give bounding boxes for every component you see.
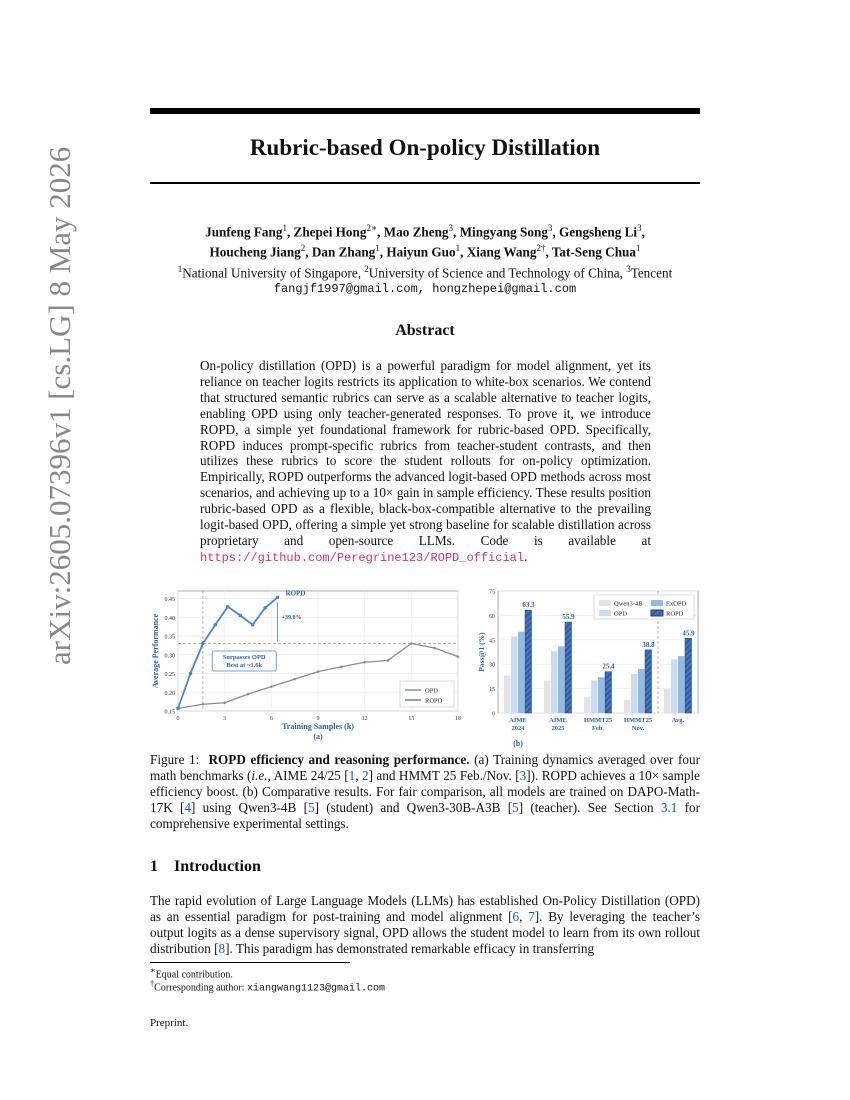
data-point [202,703,205,706]
y-tick-label: 15 [489,687,495,694]
legend-swatch [651,600,663,606]
data-point [214,623,218,627]
intro-text: ]. By leveraging the teacher’s output logits as a dense supervisory signal, OPD allows the student model to learn from its own rollout distribution [ [150,908,701,956]
data-point [410,642,413,645]
category-label: AIME [549,717,567,724]
title-rule [150,182,700,184]
caption-text: (a) Training dynamics averaged over four math benchmarks ( [150,752,701,783]
bar-exopd [518,632,525,713]
bar-ropd [525,610,532,713]
bar-opd [671,659,678,713]
bar-opd [511,637,518,713]
caption-text: , [355,767,362,783]
author-affil-mark: 1 [455,243,461,254]
legend-label: Qwen3-4B [614,600,643,608]
legend-label: ROPD [666,610,684,618]
author-block [150,220,700,297]
paper-title: Rubric-based On-policy Distillation [249,135,601,160]
annotation-best: Best at ~1.6k [226,662,263,669]
code-link[interactable]: https://github.com/Peregrine123/ROPD_official [200,550,525,565]
category-label: 2025 [551,725,565,732]
y-tick-label: 60 [489,613,495,620]
category-label: 2024 [511,725,525,732]
section-title: Introduction [174,858,261,875]
category-label: AIME [509,717,527,724]
figure-1b-bar-chart [478,585,704,747]
category-label: Feb. [591,725,605,732]
y-tick-label: 0.30 [164,653,175,660]
data-point [317,670,320,673]
caption-text: ] using Qwen3-4B [ [190,799,308,815]
bar-exopd [678,656,685,713]
y-tick-label: 75 [489,589,495,596]
legend-swatch [599,610,611,616]
value-label: 55.9 [562,613,575,622]
footnote-mark: ∗ [150,966,156,975]
bar-exopd [638,669,645,713]
affiliations: $^1$National University of Singapore, $^2$University of Science and Technology of China, $^3$Tencent [177,263,673,281]
data-point [251,623,255,627]
author-affil-mark: 3 [637,223,642,233]
author-line-2: Houcheng Jiang$^2$, Dan Zhang$^1$, Haiyun Guo$^1$, Xiang Wang$^{2\dagger}$, Tat-Seng Chua$^1$ [209,243,641,260]
data-point [270,685,273,688]
annotation-gain: +39.0% [281,615,302,622]
bar-ropd [605,672,612,713]
intro-text: The rapid evolution of Large Language Models (LLMs) has established On-Policy Distillation (OPD) as an essential paradigm for post-training and model alignment [ [150,893,700,924]
data-point [433,647,436,650]
footnote-text: Equal contribution. [155,969,233,981]
y-tick-label: 30 [489,662,495,669]
author-affil-mark: 3 [547,223,553,233]
citation-link[interactable]: 6 [512,908,520,924]
legend-label: ExOPD [666,600,687,608]
author-affil-mark: 1 [375,243,380,254]
top-rule [150,108,700,114]
caption-text: ]). ROPD achieves a 10× sample efficiency boost. (b) Comparative results. For fair comparison, all models are trained on DAPO-Math-17K [ [150,767,700,815]
data-point [176,707,180,711]
author-affil-mark: 2 [300,243,306,254]
citation-link[interactable]: 2 [361,767,369,783]
x-tick-label: 18 [455,716,461,722]
author-name: Zhepei Hong [293,224,367,240]
author-name: Haiyun Guo [386,244,456,260]
category-label: Nov. [631,725,645,732]
abstract-heading: Abstract [395,322,455,339]
author-name: Mao Zheng [383,224,449,240]
author-name: Dan Zhang [311,244,376,260]
bar-ropd [685,638,692,713]
author-affil-mark: 1 [282,223,287,233]
bar-exopd [598,677,605,713]
bar-qwen3-4b [664,689,671,713]
legend-label: ROPD [425,697,443,705]
intro-text: , [519,908,529,924]
preprint-label: Preprint. [150,1017,189,1029]
bar-exopd [558,646,565,713]
footnote-rule [150,962,350,963]
y-tick-label: 0.15 [164,709,175,716]
value-label: 38.8 [642,640,655,649]
panel-label: (a) [313,732,323,741]
author-affil-mark: 2∗ [366,223,378,233]
figure-caption [150,752,700,832]
abstract-body: On-policy distillation (OPD) is a powerful paradigm for model alignment, yet its reliance on teacher logits restricts its application to white-box scenarios. We contend that structured semantic rubrics can serve as a scalable alternative to teacher logits, enabling OPD using only teacher-generated responses. To prove it, we introduce ROPD, a simple yet foundational framework for rubric-based OPD. Specifically, ROPD induces prompt-specific rubrics from teacher-student contrasts, and then utilizes these rubrics to score the student rollouts for on-policy optimization. Empirically, ROPD outperforms the advanced logit-based OPD methods across most scenarios, and achieving up to a 10× gain in sample efficiency. These results position rubric-based OPD as a flexible, black-box-compatible alternative to the prevailing logit-based OPD, offering a simple yet strong baseline for scalable distillation across proprietary and open-source LLMs. Code is available at https://github.com/Peregrine123/ROPD_official. [200,358,651,565]
bar-ropd [565,622,572,713]
section-number: 1 [150,858,158,875]
footnote-email[interactable]: xiangwang1123@gmail.com [246,983,385,995]
footnote-mark: † [150,979,155,988]
data-point [457,655,460,658]
affil-mark: 2 [364,263,369,274]
y-tick-label: 0.40 [164,615,175,622]
bar-qwen3-4b [584,697,591,713]
intro-text: ]. This paradigm has demonstrated remarkable efficacy in transferring [225,940,595,956]
legend-label: OPD [425,687,439,695]
x-tick-label: 6 [269,716,273,722]
data-point [223,701,226,704]
data-point [276,596,280,600]
x-tick-label: 15 [408,716,415,722]
citation-link[interactable]: 5 [307,799,315,815]
bar-opd [631,674,638,713]
caption-text: ] (student) and Qwen3-30B-A3B [ [314,799,513,815]
data-point [201,642,205,646]
y-tick-label: 0.20 [164,690,175,697]
author-name: Junfeng Fang [205,224,283,240]
annotation-surpass: Surpasses OPD [222,654,266,661]
author-name: Tat-Seng Chua [551,244,636,260]
bar-qwen3-4b [504,676,511,713]
figure-1a-line-chart [148,585,470,747]
data-point [363,661,366,664]
y-tick-label: 0.45 [164,597,175,603]
bar-qwen3-4b [624,700,631,713]
y-tick-label: 45 [489,638,495,645]
y-tick-label: 0 [492,711,495,718]
affil-mark: 3 [626,263,631,274]
caption-text: ] and HMMT 25 Feb./Nov. [ [368,767,520,783]
footnote-text: Corresponding author: [154,982,247,994]
category-label: HMMT25 [583,717,613,724]
x-axis-label: Training Samples (k) [282,722,354,731]
affil-mark: 1 [177,263,183,274]
citation-link[interactable]: 3 [519,767,527,783]
citation-link[interactable]: 5 [512,799,519,815]
y-tick-label: 0.25 [164,672,175,678]
affil-name: University of Science and Technology of China [368,265,620,281]
affil-name: National University of Singapore [182,265,358,281]
author-affil-mark: 3 [448,223,454,233]
x-tick-label: 3 [223,716,227,722]
author-line-1: Junfeng Fang$^1$, Zhepei Hong$^{2∗}$, Mao Zheng$^3$, Mingyang Song$^3$, Gengsheng Li$^3$, [205,223,645,240]
annotation-ropd: ROPD [285,589,306,598]
caption-text: for comprehensive experimental settings. [150,799,700,831]
abstract-text: On-policy distillation (OPD) is a powerful paradigm for model alignment, yet its reliance on teacher logits restricts its application to white-box scenarios. We contend that structured semantic rubrics can serve as a scalable alternative to teacher logits, enabling OPD using only teacher-generated responses. To prove it, we introduce ROPD, a simple yet foundational framework for rubric-based OPD. Specifically, ROPD induces prompt-specific rubrics from teacher-student contrasts, and then utilizes these rubrics to score the student rollouts for on-policy optimization. Empirically, ROPD outperforms the advanced logit-based OPD methods across most scenarios, and achieving up to a 10× gain in sample efficiency. These results position rubric-based OPD as a flexible, black-box-compatible alternative to the prevailing logit-based OPD, offering a simple yet strong baseline for scalable distillation across proprietary and open-source LLMs. Code is available at [200,358,651,548]
caption-text: , AIME 24/25 [ [267,767,349,783]
legend-swatch [599,600,611,606]
section-heading [150,858,261,876]
x-tick-label: 9 [316,716,320,722]
data-point [238,614,242,618]
data-point [340,665,343,668]
affil-name: Tencent [630,265,673,281]
x-tick-label: 0 [176,716,180,722]
citation-link[interactable]: 4 [184,799,191,815]
panel-label: (b) [513,739,523,748]
y-tick-label: 0.35 [164,634,175,641]
bar-opd [591,680,598,713]
bar-qwen3-4b [544,680,551,713]
legend-label: OPD [614,610,628,618]
legend-swatch [651,610,663,616]
author-affil-mark: 1 [635,243,641,254]
bar-ropd [645,650,652,713]
author-name: Mingyang Song [459,224,548,240]
author-name: Gengsheng Li [559,224,638,240]
author-name: Houcheng Jiang [209,244,301,260]
citation-link[interactable]: 1 [348,767,356,783]
bar-opd [551,651,558,713]
citation-link[interactable]: 7 [528,908,535,924]
caption-label: Figure 1: [150,752,200,767]
intro-paragraph [150,893,700,957]
data-point [263,606,267,610]
arxiv-side-stamp: arXiv:2605.07396v1 [cs.LG] 8 May 2026 [42,146,77,665]
caption-text: ] (teacher). See Section [518,799,661,815]
author-emails: fangjf1997@gmail.com, hongzhepei@gmail.com [273,282,577,297]
caption-bold: ROPD efficiency and reasoning performance. [208,752,470,767]
y-axis-label: Pass@1 (%) [477,632,486,672]
value-label: 45.9 [682,629,695,638]
data-point [189,672,193,676]
data-point [293,678,296,681]
author-name: Xiang Wang [466,244,537,260]
data-point [247,693,250,696]
category-label: HMMT25 [623,717,653,724]
value-label: 63.3 [522,601,535,610]
citation-link[interactable]: 8 [218,940,226,956]
data-point [226,605,230,609]
data-point [387,659,390,662]
author-affil-mark: 2† [536,243,546,254]
category-label: Avg. [671,717,685,724]
footnote-2 [150,979,385,994]
x-tick-label: 12 [361,716,368,722]
value-label: 25.4 [602,662,615,671]
y-axis-label: Average Performance [151,613,160,689]
caption-ie: i.e. [251,767,268,783]
section-link[interactable]: 3.1 [660,799,678,815]
